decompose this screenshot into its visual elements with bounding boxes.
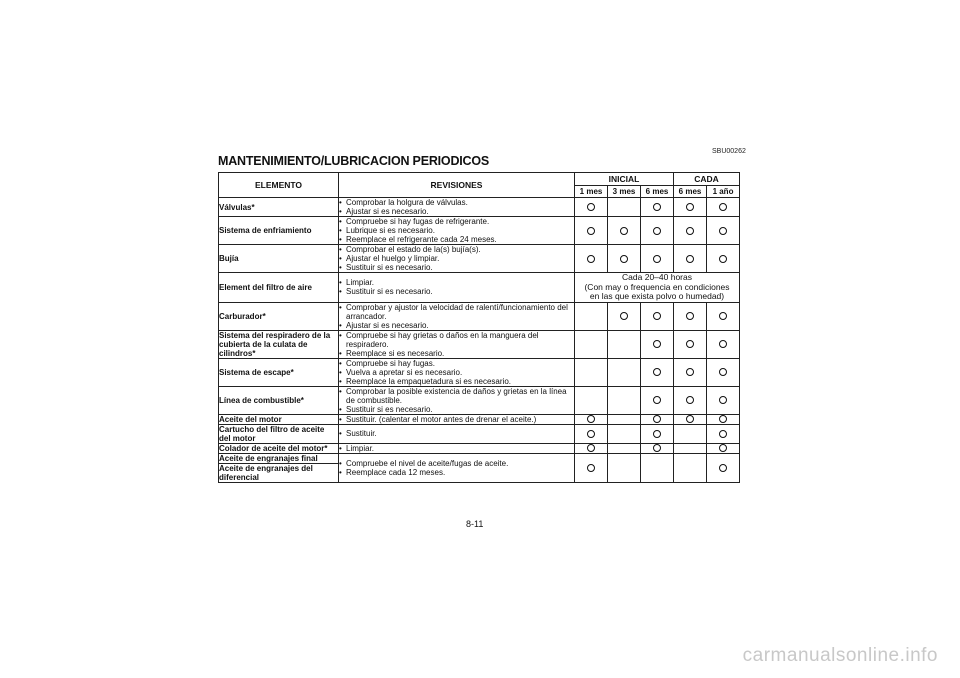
interval-cell <box>707 414 740 424</box>
circle-mark-icon <box>587 464 595 472</box>
interval-cell <box>575 217 608 245</box>
period-header: 1 año <box>707 186 740 198</box>
element-cell: Aceite del motor <box>219 414 339 424</box>
watermark: carmanualsonline.info <box>742 645 938 666</box>
circle-mark-icon <box>653 312 661 320</box>
check-item: • Reemplace el refrigerante cada 24 meses. <box>339 235 574 244</box>
interval-cell <box>575 358 608 386</box>
document-code: SBU00262 <box>712 148 746 155</box>
element-cell: Válvulas* <box>219 198 339 217</box>
element-cell: Colador de aceite del motor* <box>219 443 339 453</box>
circle-mark-icon <box>620 312 628 320</box>
interval-cell <box>674 245 707 273</box>
interval-cell <box>641 424 674 443</box>
interval-cell <box>641 414 674 424</box>
table-row <box>219 453 740 463</box>
check-item: • Sustituir si es necesario. <box>339 405 574 414</box>
table-row <box>219 424 740 443</box>
interval-cell <box>641 217 674 245</box>
element-cell: Sistema del respiradero de la cubierta de la culata de cilindros* <box>219 330 339 358</box>
circle-mark-icon <box>653 368 661 376</box>
circle-mark-icon <box>653 227 661 235</box>
circle-mark-icon <box>719 227 727 235</box>
check-item: • Sustituir si es necesario. <box>339 263 574 272</box>
check-item: • Lubrique si es necesario. <box>339 226 574 235</box>
check-item: • Sustituir. (calentar el motor antes de drenar el aceite.) <box>339 415 574 424</box>
note-line: (Con may o frequencia en condiciones <box>584 281 730 292</box>
table-row <box>219 386 740 414</box>
interval-cell <box>575 302 608 330</box>
interval-cell <box>641 302 674 330</box>
element-cell: Sistema de enfriamiento <box>219 217 339 245</box>
revisions-cell <box>339 273 575 303</box>
revisions-cell <box>339 217 575 245</box>
check-item: • Comprobar y ajustor la velocidad de ralentí/funcionamiento del arrancador. <box>339 303 574 321</box>
circle-mark-icon <box>620 227 628 235</box>
circle-mark-icon <box>587 203 595 211</box>
table-row <box>219 273 740 303</box>
interval-cell <box>575 245 608 273</box>
header-element: ELEMENTO <box>219 173 339 198</box>
circle-mark-icon <box>587 415 595 423</box>
revisions-cell <box>339 453 575 482</box>
interval-cell <box>707 302 740 330</box>
table-row <box>219 217 740 245</box>
interval-cell <box>608 386 641 414</box>
table-row <box>219 414 740 424</box>
header-revisions: REVISIONES <box>339 173 575 198</box>
table-row <box>219 198 740 217</box>
circle-mark-icon <box>686 227 694 235</box>
note-line: Cada 20–40 horas <box>622 272 692 282</box>
circle-mark-icon <box>587 227 595 235</box>
interval-cell <box>674 358 707 386</box>
check-item: • Ajustar si es necesario. <box>339 207 574 216</box>
check-item: • Sustituir si es necesario. <box>339 287 574 296</box>
interval-cell <box>707 330 740 358</box>
header-inicial: INICIAL <box>575 173 674 186</box>
revisions-cell <box>339 302 575 330</box>
check-item: • Compruebe si hay fugas de refrigerante. <box>339 217 574 226</box>
revisions-cell <box>339 330 575 358</box>
interval-cell <box>575 414 608 424</box>
period-header: 6 mes <box>674 186 707 198</box>
interval-cell <box>641 443 674 453</box>
circle-mark-icon <box>719 464 727 472</box>
circle-mark-icon <box>653 203 661 211</box>
circle-mark-icon <box>719 430 727 438</box>
interval-cell <box>674 217 707 245</box>
check-item: • Sustituir. <box>339 429 574 438</box>
element-cell: Aceite de engranajes final <box>219 453 339 463</box>
interval-cell <box>608 414 641 424</box>
circle-mark-icon <box>719 340 727 348</box>
circle-mark-icon <box>719 203 727 211</box>
circle-mark-icon <box>686 203 694 211</box>
header-cada: CADA <box>674 173 740 186</box>
maintenance-table-body <box>219 198 740 483</box>
check-item: • Comprobar la holgura de válvulas. <box>339 198 574 207</box>
check-item: • Vuelva a apretar si es necesario. <box>339 368 574 377</box>
interval-cell <box>641 245 674 273</box>
circle-mark-icon <box>719 255 727 263</box>
interval-cell <box>674 330 707 358</box>
interval-cell <box>674 198 707 217</box>
revisions-cell <box>339 424 575 443</box>
table-row <box>219 443 740 453</box>
revisions-cell <box>339 386 575 414</box>
circle-mark-icon <box>653 396 661 404</box>
period-header: 6 mes <box>641 186 674 198</box>
page-title: MANTENIMIENTO/LUBRICACION PERIODICOS <box>218 154 490 168</box>
interval-cell <box>608 330 641 358</box>
interval-cell <box>674 443 707 453</box>
circle-mark-icon <box>686 396 694 404</box>
interval-cell <box>674 386 707 414</box>
interval-cell <box>641 330 674 358</box>
interval-cell <box>707 198 740 217</box>
interval-cell <box>707 453 740 482</box>
circle-mark-icon <box>686 312 694 320</box>
circle-mark-icon <box>719 415 727 423</box>
check-item: • Reemplace cada 12 meses. <box>339 468 574 477</box>
note-line: en las que exista polvo o humedad) <box>589 291 725 301</box>
interval-cell <box>674 424 707 443</box>
page-number: 8-11 <box>466 519 484 529</box>
element-cell: Aceite de engranajes del diferencial <box>219 463 339 482</box>
interval-cell <box>674 302 707 330</box>
element-cell: Carburador* <box>219 302 339 330</box>
period-header: 3 mes <box>608 186 641 198</box>
circle-mark-icon <box>686 340 694 348</box>
element-cell: Cartucho del filtro de aceite del motor <box>219 424 339 443</box>
check-item: • Ajustar el huelgo y limpiar. <box>339 254 574 263</box>
check-item: • Reemplace si es necesario. <box>339 349 574 358</box>
element-cell: Sistema de escape* <box>219 358 339 386</box>
interval-cell <box>707 424 740 443</box>
interval-cell <box>707 358 740 386</box>
circle-mark-icon <box>653 415 661 423</box>
check-item: • Limpiar. <box>339 444 574 453</box>
interval-cell <box>575 386 608 414</box>
interval-cell <box>707 443 740 453</box>
interval-cell <box>575 198 608 217</box>
check-item: • Compruebe si hay grietas o daños en la manguera del respiradero. <box>339 331 574 349</box>
circle-mark-icon <box>719 312 727 320</box>
circle-mark-icon <box>686 368 694 376</box>
element-cell: Bujía <box>219 245 339 273</box>
interval-cell <box>674 453 707 482</box>
revisions-cell <box>339 414 575 424</box>
interval-cell <box>608 217 641 245</box>
interval-cell <box>608 453 641 482</box>
interval-cell <box>641 358 674 386</box>
circle-mark-icon <box>653 255 661 263</box>
element-cell: Línea de combustible* <box>219 386 339 414</box>
interval-cell <box>641 386 674 414</box>
circle-mark-icon <box>686 255 694 263</box>
interval-cell <box>608 302 641 330</box>
check-item: • Limpiar. <box>339 278 574 287</box>
period-header: 1 mes <box>575 186 608 198</box>
check-item: • Comprobar la posible existencia de daños y grietas en la línea de combustible. <box>339 387 574 405</box>
revisions-cell <box>339 358 575 386</box>
circle-mark-icon <box>686 415 694 423</box>
maintenance-table <box>218 172 740 483</box>
interval-cell <box>575 453 608 482</box>
interval-cell <box>641 453 674 482</box>
element-cell: Element del filtro de aire <box>219 273 339 303</box>
check-item: • Ajustar si es necesario. <box>339 321 574 330</box>
interval-cell <box>608 424 641 443</box>
circle-mark-icon <box>620 255 628 263</box>
interval-cell <box>575 424 608 443</box>
check-item: • Compruebe el nivel de aceite/fugas de aceite. <box>339 459 574 468</box>
interval-cell <box>608 245 641 273</box>
check-item: • Compruebe si hay fugas. <box>339 359 574 368</box>
table-row <box>219 302 740 330</box>
circle-mark-icon <box>719 368 727 376</box>
interval-cell <box>674 414 707 424</box>
interval-cell <box>707 245 740 273</box>
interval-note <box>575 273 740 303</box>
interval-cell <box>575 330 608 358</box>
interval-cell <box>608 358 641 386</box>
check-item: • Comprobar el estado de la(s) bujía(s). <box>339 245 574 254</box>
interval-cell <box>707 386 740 414</box>
circle-mark-icon <box>719 396 727 404</box>
circle-mark-icon <box>587 444 595 452</box>
interval-cell <box>608 443 641 453</box>
interval-cell <box>641 198 674 217</box>
circle-mark-icon <box>653 430 661 438</box>
circle-mark-icon <box>587 430 595 438</box>
interval-cell <box>575 443 608 453</box>
interval-cell <box>707 217 740 245</box>
circle-mark-icon <box>587 255 595 263</box>
table-row <box>219 358 740 386</box>
table-row <box>219 245 740 273</box>
revisions-cell <box>339 443 575 453</box>
table-row <box>219 330 740 358</box>
circle-mark-icon <box>653 340 661 348</box>
revisions-cell <box>339 198 575 217</box>
check-item: • Reemplace la empaquetadura si es necesario. <box>339 377 574 386</box>
interval-cell <box>608 198 641 217</box>
revisions-cell <box>339 245 575 273</box>
circle-mark-icon <box>653 444 661 452</box>
circle-mark-icon <box>719 444 727 452</box>
